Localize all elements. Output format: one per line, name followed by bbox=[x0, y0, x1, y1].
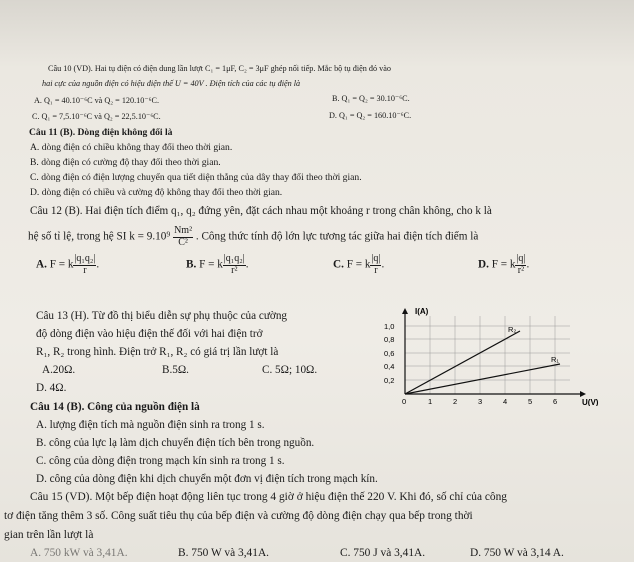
q15-option-b: B. 750 W và 3,41A. bbox=[178, 547, 270, 559]
q12-option-b-numerator: |q₁q₂| bbox=[223, 253, 245, 264]
line-r2 bbox=[405, 331, 520, 394]
q10-option-d: D. Q₁ = Q₂ = 160.10⁻⁶C. bbox=[329, 111, 412, 120]
q12-line2-end: . Công thức tính độ lớn lực tương tác giữa hai điện tích điểm là bbox=[195, 230, 479, 243]
y-tick-0-2: 0,2 bbox=[384, 376, 395, 385]
line-r1 bbox=[405, 364, 560, 394]
q12-option-d-prefix: D. bbox=[478, 258, 489, 271]
q12-option-d-lhs: F = k bbox=[491, 258, 516, 271]
q12-option-a: A. F = k $\frac{\text{|q₁q₂|}}{r}$ . bbox=[36, 253, 100, 276]
q12-line2 bbox=[28, 226, 478, 248]
q12-option-d-numerator: |q| bbox=[516, 253, 526, 264]
y-axis-label: I(A) bbox=[415, 307, 429, 316]
y-tick-1-0: 1,0 bbox=[384, 322, 395, 331]
q14-option-b: B. công của lực lạ làm dịch chuyển điện tích bên trong nguồn. bbox=[36, 437, 315, 449]
graph-grid bbox=[405, 316, 570, 394]
q10-option-b: B. Q₁ = Q₂ = 30.10⁻⁶C. bbox=[332, 94, 410, 103]
q12-option-d-denominator: r² bbox=[517, 264, 525, 276]
q15-line1: Câu 15 (VD). Một bếp điện hoạt động liên tục trong 4 giờ ở hiệu điện thế 220 V. Khi đó, số chỉ của công bbox=[30, 491, 507, 503]
q14-title: Câu 14 (B). Công của nguồn điện là bbox=[30, 401, 200, 413]
x-axis-label: U(V) bbox=[582, 398, 599, 406]
q10-line2: hai cực của nguồn điện có hiệu điện thế U = 40V . Điện tích của các tụ điện là bbox=[42, 79, 301, 88]
x-tick-3: 3 bbox=[478, 397, 483, 406]
q12-option-a-lhs: F = k bbox=[49, 258, 74, 271]
y-tick-0-8: 0,8 bbox=[384, 335, 395, 344]
q12-option-a-fraction bbox=[73, 254, 96, 276]
q13-line3: R₁, R₂ trong hình. Điện trở R₁, R₂ có giá trị lần lượt là bbox=[36, 346, 279, 358]
q14-option-d: D. công của dòng điện khi dịch chuyển một đơn vị điện tích trong mạch kín. bbox=[36, 473, 378, 485]
q12-option-c: C. F = k $\frac{|q|}{r}$ . bbox=[333, 253, 385, 276]
q12-option-c-prefix: C. bbox=[333, 258, 344, 271]
x-tick-1: 1 bbox=[428, 397, 433, 406]
q11-option-c: C. dòng điện có điện lượng chuyển qua tiết diện thẳng của dây thay đổi theo thời gian. bbox=[30, 172, 362, 183]
q15-line2: tơ điện tăng thêm 3 số. Công suất tiêu thụ của bếp điện và cường độ dòng điện chạy qua bếp trong thời bbox=[4, 510, 473, 522]
q12-option-c-fraction bbox=[370, 254, 381, 276]
line-r2-label: R₂ bbox=[508, 325, 517, 334]
y-tick-0-4: 0,4 bbox=[384, 362, 395, 371]
q12-option-a-denominator: r bbox=[83, 264, 87, 276]
q14-option-a: A. lượng điện tích mà nguồn điện sinh ra trong 1 s. bbox=[36, 419, 265, 431]
q12-line2-start: hệ số tỉ lệ, trong hệ SI k = 9.10⁹ bbox=[28, 230, 171, 243]
q10-option-a: A. Q₁ = 40.10⁻⁶C và Q₂ = 120.10⁻⁶C. bbox=[34, 96, 160, 105]
unit-numerator: Nm² bbox=[174, 225, 193, 236]
q12-option-d: D. F = k $\frac{|q|}{\text{r²}}$ . bbox=[478, 253, 530, 276]
q12-option-b: B. F = k $\frac{\text{|q₁q₂|}}{\text{r²}}$ . bbox=[186, 253, 249, 276]
q12-option-b-prefix: B. bbox=[186, 258, 197, 271]
q12-option-b-fraction bbox=[223, 254, 246, 276]
x-tick-6: 6 bbox=[553, 397, 558, 406]
q12-option-c-numerator: |q| bbox=[371, 253, 381, 264]
q12-option-b-lhs: F = k bbox=[199, 258, 223, 271]
current-voltage-graph bbox=[380, 306, 620, 406]
q15-option-c: C. 750 J và 3,41A. bbox=[340, 547, 426, 559]
q13-line2: độ dòng điện vào hiệu điện thế đối với hai điện trở bbox=[36, 328, 263, 340]
y-tick-0-6: 0,6 bbox=[384, 349, 395, 358]
x-tick-5: 5 bbox=[528, 397, 533, 406]
x-tick-0: 0 bbox=[402, 397, 407, 406]
x-tick-2: 2 bbox=[453, 397, 458, 406]
q13-option-c: C. 5Ω; 10Ω. bbox=[262, 364, 318, 376]
q12-option-a-prefix: A. bbox=[36, 258, 47, 271]
q13-option-b: B.5Ω. bbox=[162, 364, 189, 376]
y-axis-arrow-icon bbox=[402, 308, 408, 314]
q15-option-a: A. 750 kW và 3,41A. bbox=[30, 547, 128, 559]
q10-line1: Câu 10 (VD). Hai tụ điện có điện dung lần lượt C₁ = 1μF, C₂ = 3μF ghép nối tiếp. Mắc bộ tụ điện đó vào bbox=[48, 64, 391, 73]
unit-denominator: C² bbox=[178, 236, 188, 248]
x-tick-4: 4 bbox=[503, 397, 508, 406]
q11-option-a: A. dòng điện có chiều không thay đổi theo thời gian. bbox=[30, 142, 233, 153]
q11-title: Câu 11 (B). Dòng điện không đổi là bbox=[29, 127, 173, 138]
q13-line1: Câu 13 (H). Từ đồ thị biểu diễn sự phụ thuộc của cường bbox=[36, 310, 288, 322]
q15-line3: gian trên lần lượt là bbox=[4, 529, 94, 541]
q10-option-c: C. Q₁ = 7,5.10⁻⁶C và Q₂ = 22,5.10⁻⁶C. bbox=[32, 112, 161, 121]
q12-option-c-lhs: F = k bbox=[346, 258, 371, 271]
q13-option-d: D. 4Ω. bbox=[36, 382, 67, 394]
q12-option-b-denominator: r² bbox=[231, 264, 238, 276]
q12-line1: Câu 12 (B). Hai điện tích điểm q₁, q₂ đứng yên, đặt cách nhau một khoảng r trong chân không, cho k là bbox=[30, 205, 492, 217]
q12-option-d-fraction bbox=[515, 254, 526, 276]
q14-option-c: C. công của dòng điện trong mạch kín sinh ra trong 1 s. bbox=[36, 455, 285, 467]
q15-option-d: D. 750 W và 3,14 A. bbox=[470, 547, 564, 559]
q11-option-b: B. dòng điện có cường độ thay đổi theo thời gian. bbox=[30, 157, 221, 168]
q12-option-a-numerator: |q₁q₂| bbox=[74, 253, 96, 264]
x-axis-arrow-icon bbox=[580, 391, 586, 397]
line-r1-label: R₁ bbox=[551, 355, 559, 364]
q11-option-d: D. dòng điện có chiều và cường độ không thay đổi theo thời gian. bbox=[30, 187, 283, 198]
coulomb-constant-unit bbox=[173, 226, 193, 248]
q13-option-a: A.20Ω. bbox=[42, 364, 76, 376]
q12-option-c-denominator: r bbox=[374, 264, 378, 276]
